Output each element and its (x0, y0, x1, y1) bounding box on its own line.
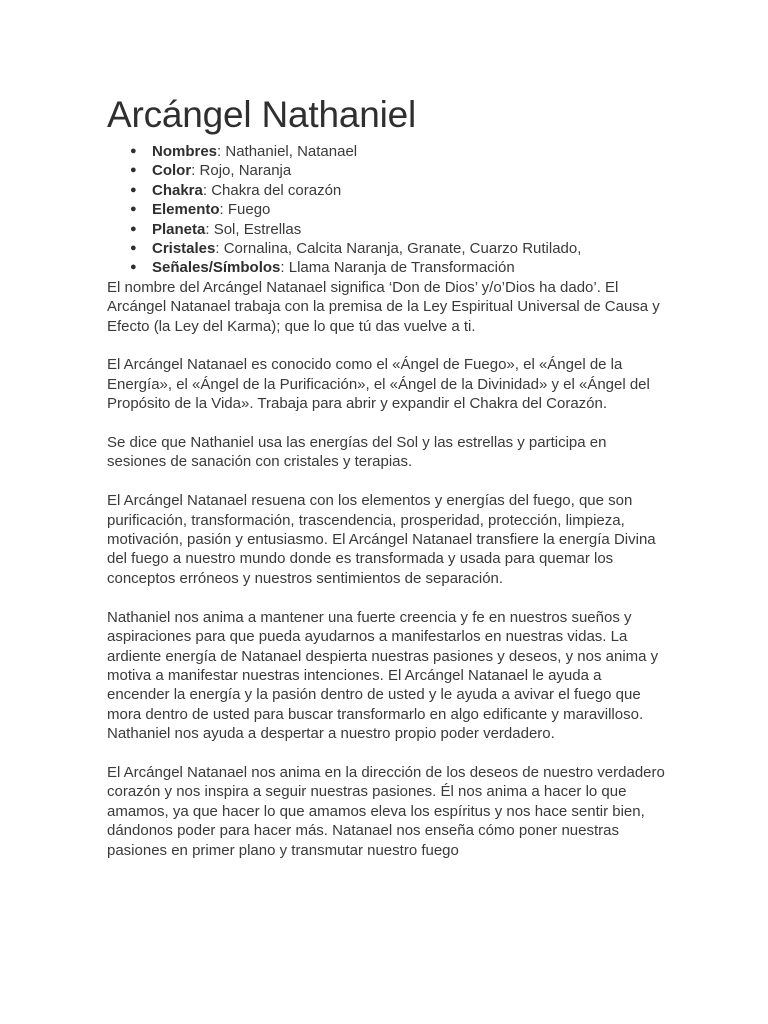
property-value: Nathaniel, Natanael (225, 143, 358, 160)
property-label: Planeta (152, 220, 206, 238)
property-separator: : (205, 220, 214, 238)
property-value: Cornalina, Calcita Naranja, Granate, Cuarzo Rutilado, (223, 240, 582, 258)
property-separator: : (280, 259, 289, 277)
properties-list (107, 142, 667, 278)
property-label: Color (152, 162, 192, 180)
property-label: Cristales (152, 240, 216, 258)
property-value: Chakra del corazón (211, 181, 342, 199)
bullet-icon: ● (130, 183, 137, 196)
property-value: Rojo, Naranja (199, 162, 292, 180)
paragraph-3: Se dice que Nathaniel usa las energías del Sol y las estrellas y participa en sesiones de sanación con cristales y terapias. (107, 434, 607, 471)
bullet-icon: ● (130, 203, 137, 216)
property-separator: : (215, 240, 224, 258)
property-separator: : (219, 201, 228, 219)
paragraph-6: El Arcángel Natanael nos anima en la dirección de los deseos de nuestro verdadero corazón y nos inspira a seguir nuestras pasiones. Él nos anima a hacer lo que amamos, ya que hacer lo que amamos eleva los espíritus y nos hace sentir bien, dándonos poder para hacer más. Natanael nos enseña cómo poner nuestras pasiones en primer plano y transmutar nuestro fuego (107, 763, 665, 859)
property-item-color (130, 161, 667, 180)
property-item-chakra (130, 181, 667, 200)
property-separator: : (217, 143, 226, 160)
bullet-icon: ● (130, 242, 137, 255)
bullet-icon: ● (130, 261, 137, 274)
paragraph-4: El Arcángel Natanael resuena con los elementos y energías del fuego, que son purificación, transformación, trascendencia, prosperidad, protección, limpieza, motivación, pasión y entusiasmo. El Arcángel Natanael transfiere la energía Divina del fuego a nuestro mundo donde es transformada y usada para quemar los conceptos erróneos y nuestros sentimientos de separación. (107, 492, 656, 587)
property-item-nombres (130, 142, 667, 161)
property-item-cristales (130, 239, 667, 258)
property-value: Llama Naranja de Transformación (288, 259, 515, 277)
bullet-icon: ● (130, 145, 137, 157)
property-item-planeta (130, 220, 667, 239)
property-label: Elemento (152, 201, 220, 219)
bullet-icon: ● (130, 222, 137, 235)
property-item-elemento (130, 200, 667, 219)
property-separator: : (191, 162, 200, 180)
paragraph-1: El nombre del Arcángel Natanael significa ‘Don de Dios’ y/o’Dios ha dado’. El Arcángel Natanael trabaja con la premisa de la Ley Espiritual Universal de Causa y Efecto (la Ley del Karma); que lo que tú das vuelve a ti. (107, 278, 660, 335)
property-label: Señales/Símbolos (152, 259, 281, 277)
property-label: Nombres (152, 143, 218, 160)
document-page (107, 92, 667, 879)
bullet-icon: ● (130, 164, 137, 177)
property-value: Sol, Estrellas (213, 220, 302, 238)
paragraph-5: Nathaniel nos anima a mantener una fuerte creencia y fe en nuestros sueños y aspiraciones para que pueda ayudarnos a manifestarlos en nuestras vidas. La ardiente energía de Natanael despierta nuestras pasiones y deseos, y nos anima y motiva a manifestar nuestras intenciones. El Arcángel Natanael le ayuda a encender la energía y la pasión dentro de usted y le ayuda a avivar el fuego que mora dentro de usted para buscar transformarlo en algo edificante y maravilloso. Nathaniel nos ayuda a despertar a nuestro propio poder verdadero. (107, 608, 659, 743)
property-separator: : (202, 181, 212, 199)
property-item-senales (130, 258, 667, 277)
property-value: Fuego (227, 201, 271, 219)
document-title: Arcángel Nathaniel (107, 94, 417, 135)
property-label: Chakra (152, 181, 203, 199)
paragraph-2: El Arcángel Natanael es conocido como el «Ángel de Fuego», el «Ángel de la Energía», el «Ángel de la Purificación», el «Ángel de la Divinidad» y el «Ángel del Propósito de la Vida». Trabaja para abrir y expandir el Chakra del Corazón. (107, 356, 650, 413)
